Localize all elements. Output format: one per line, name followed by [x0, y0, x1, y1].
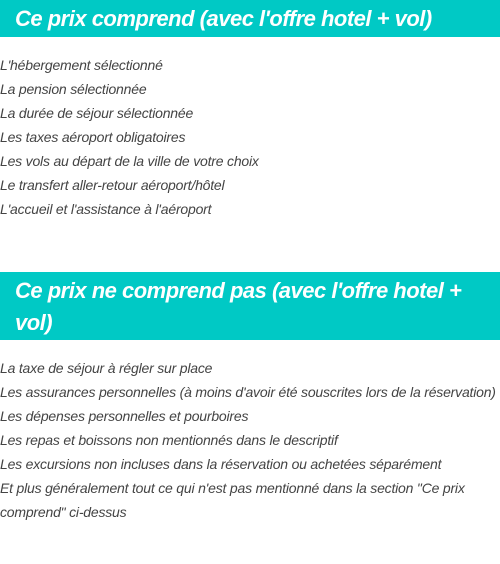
list-item: L'hébergement sélectionné: [0, 57, 163, 73]
excluded-items-list: [0, 356, 500, 524]
list-item: L'accueil et l'assistance à l'aéroport: [0, 201, 212, 217]
list-item: Les assurances personnelles (à moins d'avoir été souscrites lors de la réservation): [0, 384, 496, 400]
list-item: La pension sélectionnée: [0, 81, 147, 97]
included-section-title: Ce prix comprend (avec l'offre hotel + vol): [0, 0, 500, 37]
excluded-section-title: Ce prix ne comprend pas (avec l'offre hotel + vol): [0, 272, 500, 340]
list-item: Les vols au départ de la ville de votre choix: [0, 153, 259, 169]
list-item: La taxe de séjour à régler sur place: [0, 360, 213, 376]
list-item: La durée de séjour sélectionnée: [0, 105, 194, 121]
list-item: Et plus généralement tout ce qui n'est pas mentionné dans la section "Ce prix comprend" ci-dessus: [0, 480, 465, 520]
list-item: Les repas et boissons non mentionnés dans le descriptif: [0, 432, 338, 448]
list-item: Le transfert aller-retour aéroport/hôtel: [0, 177, 225, 193]
list-item: Les excursions non incluses dans la réservation ou achetées séparément: [0, 456, 442, 472]
included-items-list: [0, 53, 500, 221]
list-item: Les dépenses personnelles et pourboires: [0, 408, 249, 424]
list-item: Les taxes aéroport obligatoires: [0, 129, 186, 145]
